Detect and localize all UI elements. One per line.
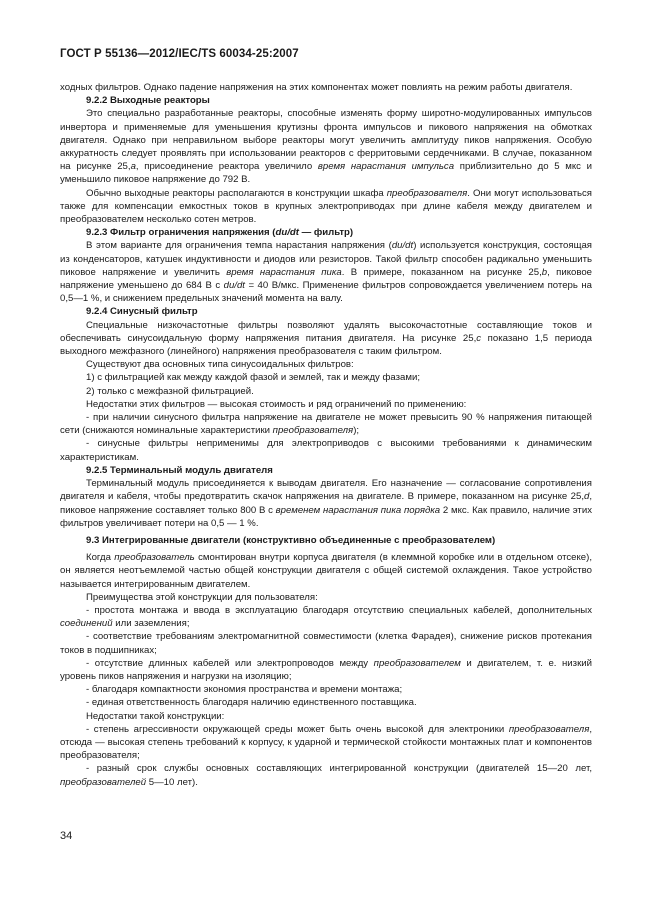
- paragraph: Это специально разработанные реакторы, способные изменять форму широтно-модулированных импульсов инвертора и применяемые для уменьшения крутизны фронта импульсов и пикового напряжения на обмотках двигателя. Однако при неправильном выборе реакторы могут увеличить амплитуду пиков напряжения. Особую аккуратность следует проявлять при использовании реакторов с ферритовыми сердечниками. В случае, показанном на рисунке 25,а, присоединение реактора увеличило время нарастания импульса приблизительно до 5 мкс и уменьшило пиковое напряжение до 792 В.: [60, 108, 592, 186]
- list-item: - благодаря компактности экономия пространства и времени монтажа;: [86, 684, 403, 696]
- paragraph: Когда преобразователь смонтирован внутри корпуса двигателя (в клеммной коробке или в отдельном отсеке), он является неотъемлемой частью общей конструкции двигателя с общей системой охлаждения. Такое устройство называется интегрированным двигателем.: [60, 552, 592, 590]
- paragraph: Обычно выходные реакторы располагаются в конструкции шкафа преобразователя. Они могут использоваться также для компенсации емкостных токов в крупных электроприводах при длине кабеля между двигателем и преобразователем несколько сотен метров.: [60, 187, 592, 226]
- list-item: - соответствие требованиям электромагнитной совместимости (клетка Фарадея), снижение рисков протекания токов в подшипниках;: [60, 631, 592, 656]
- paragraph: Недостатки этих фильтров — высокая стоимость и ряд ограничений по применению:: [86, 398, 467, 410]
- page-number: 34: [60, 830, 73, 842]
- list-item: - синусные фильтры неприменимы для электроприводов с высокими требованиями к динамическим характеристикам.: [60, 438, 592, 463]
- section-heading-9-3: 9.3 Интегрированные двигатели (конструктивно объединенные с преобразователем): [86, 534, 496, 546]
- section-heading-9-2-2: 9.2.2 Выходные реакторы: [86, 95, 210, 107]
- section-heading-9-2-5: 9.2.5 Терминальный модуль двигателя: [86, 464, 273, 476]
- paragraph: Терминальный модуль присоединяется к выводам двигателя. Его назначение — согласование сопротивления двигателя и кабеля, чтобы предотвратить скачок напряжения на двигателе. В примере, показанном на рисунке 25,d, пиковое напряжение составляет только 800 В с временем нарастания пика порядка 2 мкс. Как правило, наличие этих фильтров увеличивает потери на 0,5 — 1 %.: [60, 478, 592, 529]
- list-item: 2) только с межфазной фильтрацией.: [86, 385, 254, 397]
- paragraph: Недостатки такой конструкции:: [86, 710, 225, 722]
- list-item: - отсутствие длинных кабелей или электропроводов между преобразователем и двигателем, т. е. низкий уровень пиков напряжения и нагрузки на изоляцию;: [60, 657, 592, 682]
- list-item: - степень агрессивности окружающей среды может быть очень высокой для электроники преобразователя, отсюда — высокая степень требований к корпусу, к ударной и термической стойкости монтажных плат и компонентов преобразователя;: [60, 723, 592, 762]
- list-item: - единая ответственность благодаря наличию единственного поставщика.: [86, 697, 417, 709]
- list-item: - простота монтажа и ввода в эксплуатацию благодаря отсутствию специальных кабелей, дополнительных соединений или заземления;: [60, 604, 592, 630]
- list-item: - при наличии синусного фильтра напряжение на двигателе не может превысить 90 % напряжения питающей сети (снижаются номинальные характеристики преобразователя);: [60, 412, 592, 437]
- list-item: - разный срок службы основных составляющих интегрированной конструкции (двигателей 15—20 лет, преобразователей 5—10 лет).: [60, 763, 592, 788]
- paragraph: ходных фильтров. Однако падение напряжения на этих компонентах может повлиять на режим работы двигателя.: [60, 82, 573, 93]
- section-heading-9-2-3: 9.2.3 Фильтр ограничения напряжения (du/dt — фильтр): [86, 227, 354, 239]
- document-body: [60, 81, 592, 789]
- section-heading-9-2-4: 9.2.4 Синусный фильтр: [86, 306, 198, 318]
- document-header: ГОСТ Р 55136—2012/IEC/TS 60034-25:2007: [60, 48, 299, 60]
- paragraph: В этом варианте для ограничения темпа нарастания напряжения (du/dt) используется конструкция, состоящая из конденсаторов, катушек индуктивности и диодов или резисторов. Такой фильтр способен радикально уменьшить пиковое напряжение и увеличить время нарастания пика. В примере, показанном на рисунке 25,b, пиковое напряжение уменьшено до 684 В с du/dt = 40 В/мкс. Применение фильтров сопровождается увеличением потерь на 0,5—1 %, и снижением предельных значений момента на валу.: [60, 240, 593, 305]
- list-item: 1) с фильтрацией как между каждой фазой и землей, так и между фазами;: [86, 372, 420, 384]
- paragraph: Существуют два основных типа синусоидальных фильтров:: [86, 359, 354, 371]
- paragraph: Преимущества этой конструкции для пользователя:: [86, 591, 318, 603]
- paragraph: Специальные низкочастотные фильтры позволяют удалять высокочастотные составляющие токов и обеспечивать синусоидальную форму напряжения питания двигателя. На рисунке 25,c показано 1,5 периода выходного межфазного (линейного) напряжения преобразователя с таким фильтром.: [60, 319, 593, 358]
